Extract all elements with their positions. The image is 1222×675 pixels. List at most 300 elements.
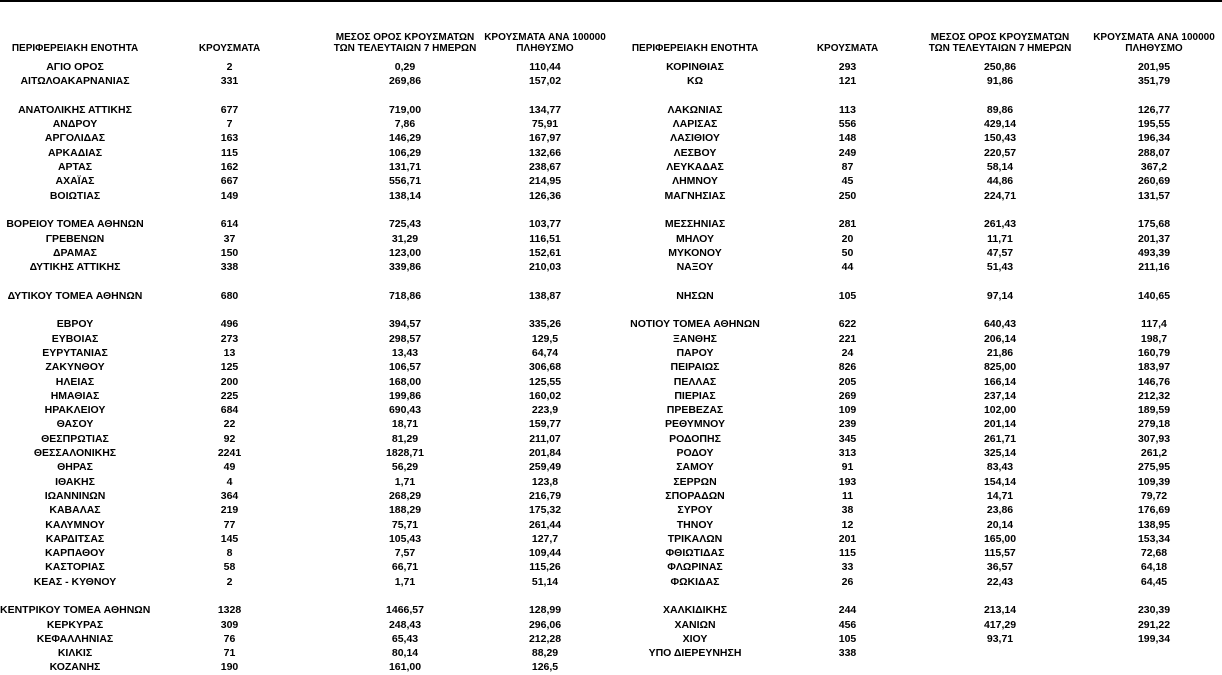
area-name-cell: ΑΡΓΟΛΙΔΑΣ [44, 132, 106, 145]
area-name-cell: ΡΕΘΥΜΝΟΥ [664, 418, 726, 431]
avg7-cell: 75,71 [391, 518, 419, 531]
per100k-cell: 306,68 [528, 361, 562, 374]
per100k-cell: 152,61 [528, 246, 562, 259]
area-name-cell: ΗΜΑΘΙΑΣ [50, 389, 100, 402]
cases-cell: 338 [220, 261, 239, 274]
avg7-cell: 1466,57 [386, 604, 424, 617]
per100k-cell: 335,26 [528, 318, 562, 331]
per100k-cell: 189,59 [1137, 404, 1171, 417]
avg7-cell: 65,43 [391, 632, 419, 645]
header-per100k-left [465, 32, 625, 54]
area-name-cell: ΛΑΣΙΘΙΟΥ [670, 132, 720, 145]
avg7-cell: 51,43 [986, 261, 1014, 274]
area-name-cell: ΚΕΡΚΥΡΑΣ [46, 618, 104, 631]
per100k-cell: 275,95 [1137, 461, 1171, 474]
avg7-cell: 188,29 [388, 504, 422, 517]
avg7-cell: 106,29 [388, 146, 422, 159]
area-name-cell: ΜΥΚΟΝΟΥ [668, 246, 722, 259]
cases-cell: 87 [841, 161, 854, 174]
area-name-cell: ΠΡΕΒΕΖΑΣ [666, 404, 724, 417]
avg7-cell: 23,86 [986, 504, 1014, 517]
avg7-cell: 1828,71 [386, 447, 424, 460]
per100k-cell: 72,68 [1140, 547, 1168, 560]
avg7-cell: 150,43 [983, 132, 1017, 145]
cases-cell: 225 [220, 389, 239, 402]
per100k-cell: 291,22 [1137, 618, 1171, 631]
avg7-cell: 556,71 [388, 175, 422, 188]
avg7-cell: 66,71 [391, 561, 419, 574]
area-name-cell: ΧΙΟΥ [682, 632, 708, 645]
avg7-cell: 154,14 [983, 475, 1017, 488]
avg7-cell: 237,14 [983, 389, 1017, 402]
area-name-cell: ΕΒΡΟΥ [56, 318, 94, 331]
avg7-cell: 165,00 [983, 532, 1017, 545]
per100k-cell: 64,45 [1140, 575, 1168, 588]
area-name-cell: ΦΛΩΡΙΝΑΣ [667, 561, 723, 574]
avg7-cell: 20,14 [986, 518, 1014, 531]
per100k-cell: 160,79 [1137, 346, 1171, 359]
per100k-cell: 199,34 [1137, 632, 1171, 645]
area-name-cell: ΛΕΥΚΑΔΑΣ [666, 161, 724, 174]
cases-cell: 12 [841, 518, 854, 531]
area-name-cell: ΑΧΑΪΑΣ [55, 175, 95, 188]
per100k-cell: 288,07 [1137, 146, 1171, 159]
cases-cell: 364 [220, 489, 239, 502]
area-name-cell: ΠΕΙΡΑΙΩΣ [670, 361, 720, 374]
cases-cell: 456 [838, 618, 857, 631]
per100k-cell: 146,76 [1137, 375, 1171, 388]
per100k-cell: 159,77 [528, 418, 562, 431]
cases-cell: 50 [841, 246, 854, 259]
avg7-cell: 83,43 [986, 461, 1014, 474]
cases-cell: 677 [220, 103, 239, 116]
area-name-cell: ΤΡΙΚΑΛΩΝ [667, 532, 723, 545]
avg7-cell: 825,00 [983, 361, 1017, 374]
avg7-cell: 102,00 [983, 404, 1017, 417]
area-name-cell: ΙΩΑΝΝΙΝΩΝ [44, 489, 106, 502]
avg7-cell: 690,43 [388, 404, 422, 417]
avg7-cell: 161,00 [388, 661, 422, 674]
avg7-cell: 14,71 [986, 489, 1014, 502]
cases-cell: 250 [838, 189, 857, 202]
cases-cell: 77 [223, 518, 236, 531]
cases-cell: 121 [838, 75, 857, 88]
cases-cell: 71 [223, 647, 236, 660]
area-name-cell: ΤΗΝΟΥ [676, 518, 714, 531]
avg7-cell: 261,71 [983, 432, 1017, 445]
header-per100k-line1: ΚΡΟΥΣΜΑΤΑ ΑΝΑ 100000 [1093, 32, 1215, 43]
per100k-cell: 201,37 [1137, 232, 1171, 245]
avg7-cell: 719,00 [388, 103, 422, 116]
cases-cell: 622 [838, 318, 857, 331]
cases-cell: 2 [226, 575, 233, 588]
avg7-cell: 325,14 [983, 447, 1017, 460]
area-name-cell: ΣΕΡΡΩΝ [673, 475, 717, 488]
area-name-cell: ΠΑΡΟΥ [676, 346, 714, 359]
avg7-cell: 269,86 [388, 75, 422, 88]
per100k-cell: 201,95 [1137, 61, 1171, 73]
avg7-cell: 220,57 [983, 146, 1017, 159]
area-name-cell: ΒΟΡΕΙΟΥ ΤΟΜΕΑ ΑΘΗΝΩΝ [6, 218, 144, 231]
per100k-cell: 115,26 [529, 561, 561, 574]
per100k-cell: 126,36 [528, 189, 562, 202]
cases-cell: 826 [838, 361, 857, 374]
per100k-cell: 126,77 [1137, 103, 1171, 116]
area-name-cell: ΣΑΜΟΥ [676, 461, 714, 474]
cases-cell: 667 [220, 175, 239, 188]
cases-cell: 109 [838, 404, 857, 417]
avg7-cell: 138,14 [388, 189, 422, 202]
avg7-cell: 123,00 [388, 246, 422, 259]
cases-cell: 162 [220, 161, 239, 174]
cases-cell: 22 [223, 418, 236, 431]
area-name-cell: ΛΕΣΒΟΥ [673, 146, 717, 159]
per100k-cell: 367,2 [1140, 161, 1168, 174]
per100k-cell: 134,77 [528, 103, 562, 116]
avg7-cell: 115,57 [984, 547, 1016, 560]
cases-cell: 91 [841, 461, 854, 474]
avg7-cell: 11,71 [987, 232, 1013, 245]
per100k-cell: 64,18 [1140, 561, 1168, 574]
area-name-cell: ΒΟΙΩΤΙΑΣ [49, 189, 101, 202]
area-name-cell: ΖΑΚΥΝΘΟΥ [45, 361, 105, 374]
cases-cell: 115 [839, 547, 856, 560]
per100k-cell: 157,02 [528, 75, 562, 88]
header-per100k-line1: ΚΡΟΥΣΜΑΤΑ ΑΝΑ 100000 [484, 32, 606, 43]
cases-cell: 38 [841, 504, 854, 517]
cases-cell: 273 [220, 332, 239, 345]
area-name-cell: ΡΟΔΟΥ [676, 447, 714, 460]
area-name-cell: ΔΡΑΜΑΣ [53, 246, 97, 259]
per100k-cell: 176,69 [1137, 504, 1171, 517]
cases-cell: 92 [223, 432, 236, 445]
avg7-cell: 105,43 [388, 532, 422, 545]
per100k-cell: 230,39 [1137, 604, 1171, 617]
avg7-cell: 81,29 [391, 432, 419, 445]
cases-cell: 105 [838, 289, 857, 302]
area-name-cell: ΥΠΟ ΔΙΕΡΕΥΝΗΣΗ [648, 647, 742, 660]
avg7-cell: 58,14 [986, 161, 1014, 174]
area-name-cell: ΗΡΑΚΛΕΙΟΥ [44, 404, 106, 417]
header-area-right: ΠΕΡΙΦΕΡΕΙΑΚΗ ΕΝΟΤΗΤΑ [631, 43, 759, 54]
area-name-cell: ΚΑΛΥΜΝΟΥ [45, 518, 105, 531]
area-name-cell: ΚΕΑΣ - ΚΥΘΝΟΥ [33, 575, 117, 588]
area-name-cell: ΘΕΣΣΑΛΟΝΙΚΗΣ [33, 447, 117, 460]
area-name-cell: ΠΙΕΡΙΑΣ [674, 389, 716, 402]
per100k-cell: 223,9 [531, 404, 559, 417]
per100k-cell: 88,29 [531, 647, 559, 660]
per100k-cell: 214,95 [528, 175, 562, 188]
avg7-cell: 93,71 [986, 632, 1014, 645]
area-name-cell: ΑΝΑΤΟΛΙΚΗΣ ΑΤΤΙΚΗΣ [18, 103, 132, 116]
cases-cell: 149 [220, 189, 239, 202]
per100k-cell: 153,34 [1137, 532, 1171, 545]
cases-cell: 11 [841, 489, 854, 502]
cases-cell: 24 [841, 346, 854, 359]
per100k-cell: 261,2 [1140, 447, 1168, 460]
cases-cell: 45 [841, 175, 854, 188]
area-name-cell: ΑΡΤΑΣ [57, 161, 93, 174]
per100k-cell: 296,06 [528, 618, 562, 631]
header-avg7-line2: ΤΩΝ ΤΕΛΕΥΤΑΙΩΝ 7 ΗΜΕΡΩΝ [928, 43, 1072, 54]
per100k-cell: 160,02 [528, 389, 562, 402]
area-name-cell: ΑΙΤΩΛΟΑΚΑΡΝΑΝΙΑΣ [20, 75, 130, 88]
cases-cell: 249 [838, 146, 857, 159]
avg7-cell: 213,14 [983, 604, 1017, 617]
cases-cell: 115 [221, 146, 238, 159]
area-name-cell: ΚΙΛΚΙΣ [57, 647, 93, 660]
per100k-cell: 123,8 [531, 475, 559, 488]
cases-cell: 190 [220, 661, 239, 674]
avg7-cell: 22,43 [986, 575, 1014, 588]
avg7-cell: 18,71 [391, 418, 419, 431]
cases-cell: 205 [838, 375, 857, 388]
avg7-cell: 250,86 [983, 61, 1017, 73]
cases-cell: 281 [838, 218, 857, 231]
area-name-cell: ΦΩΚΙΔΑΣ [670, 575, 720, 588]
area-name-cell: ΔΥΤΙΚΗΣ ΑΤΤΙΚΗΣ [29, 261, 121, 274]
cases-cell: 163 [220, 132, 239, 145]
area-name-cell: ΜΕΣΣΗΝΙΑΣ [664, 218, 726, 231]
per100k-cell: 64,74 [531, 346, 559, 359]
header-cases-left: ΚΡΟΥΣΜΑΤΑ [198, 43, 261, 54]
avg7-cell: 339,86 [388, 261, 422, 274]
top-border-line [0, 0, 1222, 2]
area-name-cell: ΧΑΛΚΙΔΙΚΗΣ [662, 604, 728, 617]
cases-cell: 44 [841, 261, 854, 274]
header-per100k-line2: ΠΛΗΘΥΣΜΟ [516, 43, 574, 54]
per100k-cell: 216,79 [528, 489, 562, 502]
header-cases-right: ΚΡΟΥΣΜΑΤΑ [816, 43, 879, 54]
area-name-cell: ΧΑΝΙΩΝ [674, 618, 716, 631]
avg7-cell: 80,14 [391, 647, 419, 660]
area-name-cell: ΑΓΙΟ ΟΡΟΣ [46, 61, 104, 73]
area-name-cell: ΚΟΡΙΝΘΙΑΣ [666, 61, 724, 73]
per100k-cell: 116,51 [529, 232, 561, 245]
area-name-cell: ΙΘΑΚΗΣ [55, 475, 95, 488]
per100k-cell: 132,66 [528, 146, 562, 159]
area-name-cell: ΚΑΡΠΑΘΟΥ [44, 547, 106, 560]
cases-cell: 20 [841, 232, 854, 245]
per100k-cell: 138,95 [1137, 518, 1171, 531]
cases-cell: 313 [838, 447, 857, 460]
area-name-cell: ΚΑΒΑΛΑΣ [49, 504, 101, 517]
per100k-cell: 138,87 [528, 289, 562, 302]
per100k-cell: 79,72 [1140, 489, 1168, 502]
area-name-cell: ΛΗΜΝΟΥ [672, 175, 718, 188]
area-name-cell: ΚΕΦΑΛΛΗΝΙΑΣ [36, 632, 114, 645]
per100k-cell: 128,99 [528, 604, 562, 617]
avg7-cell: 91,86 [986, 75, 1014, 88]
cases-cell: 33 [841, 561, 854, 574]
cases-cell: 58 [223, 561, 236, 574]
area-name-cell: ΚΟΖΑΝΗΣ [49, 661, 101, 674]
area-name-cell: ΚΑΣΤΟΡΙΑΣ [45, 561, 105, 574]
per100k-cell: 493,39 [1137, 246, 1171, 259]
per100k-cell: 125,55 [528, 375, 562, 388]
per100k-cell: 127,7 [531, 532, 559, 545]
per100k-cell: 126,5 [531, 661, 559, 674]
avg7-cell: 268,29 [388, 489, 422, 502]
avg7-cell: 298,57 [388, 332, 422, 345]
per100k-cell: 351,79 [1137, 75, 1171, 88]
area-name-cell: ΘΑΣΟΥ [56, 418, 94, 431]
per100k-cell: 260,69 [1137, 175, 1171, 188]
per100k-cell: 110,44 [529, 61, 561, 73]
avg7-cell: 7,86 [394, 118, 416, 131]
avg7-cell: 13,43 [391, 346, 419, 359]
area-name-cell: ΣΠΟΡΑΔΩΝ [665, 489, 725, 502]
header-area-left: ΠΕΡΙΦΕΡΕΙΑΚΗ ΕΝΟΤΗΤΑ [11, 43, 139, 54]
cases-cell: 244 [838, 604, 857, 617]
per100k-cell: 103,77 [528, 218, 562, 231]
per100k-cell: 211,07 [529, 432, 561, 445]
cases-cell: 684 [220, 404, 239, 417]
cases-cell: 2 [226, 61, 233, 73]
cases-cell: 496 [220, 318, 239, 331]
area-name-cell: ΠΕΛΛΑΣ [673, 375, 717, 388]
avg7-cell: 201,14 [983, 418, 1017, 431]
avg7-cell: 7,57 [394, 547, 416, 560]
cases-cell: 345 [838, 432, 857, 445]
avg7-cell: 224,71 [983, 189, 1017, 202]
cases-cell: 309 [220, 618, 239, 631]
cases-cell: 4 [226, 475, 233, 488]
avg7-cell: 0,29 [394, 61, 416, 73]
avg7-cell: 97,14 [986, 289, 1014, 302]
cases-cell: 148 [838, 132, 857, 145]
avg7-cell: 89,86 [986, 103, 1014, 116]
cases-cell: 338 [838, 647, 857, 660]
header-per100k-right [1074, 32, 1222, 54]
cases-cell: 37 [223, 232, 236, 245]
area-name-cell: ΛΑΚΩΝΙΑΣ [667, 103, 723, 116]
avg7-cell: 417,29 [983, 618, 1017, 631]
avg7-cell: 146,29 [388, 132, 422, 145]
avg7-cell: 640,43 [983, 318, 1017, 331]
cases-cell: 201 [838, 532, 857, 545]
area-name-cell: ΝΑΞΟΥ [676, 261, 714, 274]
area-name-cell: ΛΑΡΙΣΑΣ [672, 118, 718, 131]
area-name-cell: ΗΛΕΙΑΣ [55, 375, 95, 388]
per100k-cell: 109,39 [1137, 475, 1171, 488]
per100k-cell: 167,97 [528, 132, 562, 145]
avg7-cell: 21,86 [986, 346, 1014, 359]
avg7-cell: 31,29 [391, 232, 419, 245]
avg7-cell: 47,57 [986, 246, 1014, 259]
cases-cell: 293 [838, 61, 857, 73]
cases-cell: 150 [220, 246, 239, 259]
cases-cell: 269 [838, 389, 857, 402]
per100k-cell: 279,18 [1137, 418, 1171, 431]
header-avg7-line1: ΜΕΣΟΣ ΟΡΟΣ ΚΡΟΥΣΜΑΤΩΝ [335, 32, 475, 43]
avg7-cell: 44,86 [986, 175, 1014, 188]
area-name-cell: ΕΥΡΥΤΑΝΙΑΣ [42, 346, 108, 359]
cases-cell: 76 [223, 632, 236, 645]
avg7-cell: 199,86 [388, 389, 422, 402]
area-name-cell: ΦΘΙΩΤΙΔΑΣ [665, 547, 725, 560]
cases-cell: 105 [838, 632, 857, 645]
area-name-cell: ΚΕΝΤΡΙΚΟΥ ΤΟΜΕΑ ΑΘΗΝΩΝ [0, 604, 151, 617]
per100k-cell: 212,32 [1137, 389, 1171, 402]
per100k-cell: 238,67 [528, 161, 562, 174]
cases-cell: 8 [226, 547, 233, 560]
area-name-cell: ΑΡΚΑΔΙΑΣ [47, 146, 103, 159]
area-name-cell: ΔΥΤΙΚΟΥ ΤΟΜΕΑ ΑΘΗΝΩΝ [7, 289, 143, 302]
cases-cell: 1328 [217, 604, 242, 617]
cases-cell: 145 [220, 532, 239, 545]
cases-cell: 13 [223, 346, 236, 359]
avg7-cell: 206,14 [983, 332, 1017, 345]
avg7-cell: 248,43 [388, 618, 422, 631]
per100k-cell: 175,32 [528, 504, 562, 517]
header-avg7-right [910, 32, 1090, 54]
per100k-cell: 117,4 [1141, 318, 1167, 331]
avg7-cell: 168,00 [388, 375, 422, 388]
cases-cell: 221 [838, 332, 857, 345]
per100k-cell: 131,57 [1137, 189, 1171, 202]
avg7-cell: 106,57 [388, 361, 422, 374]
per100k-cell: 196,34 [1137, 132, 1171, 145]
avg7-cell: 36,57 [986, 561, 1014, 574]
area-name-cell: ΣΥΡΟΥ [677, 504, 713, 517]
area-name-cell: ΑΝΔΡΟΥ [52, 118, 98, 131]
area-name-cell: ΝΗΣΩΝ [676, 289, 714, 302]
header-avg7-line1: ΜΕΣΟΣ ΟΡΟΣ ΚΡΟΥΣΜΑΤΩΝ [930, 32, 1070, 43]
cases-cell: 200 [220, 375, 239, 388]
area-name-cell: ΚΩ [686, 75, 703, 88]
cases-cell: 193 [838, 475, 857, 488]
per100k-cell: 175,68 [1137, 218, 1171, 231]
area-name-cell: ΕΥΒΟΙΑΣ [51, 332, 99, 345]
per100k-cell: 51,14 [531, 575, 559, 588]
per100k-cell: 211,16 [1138, 261, 1170, 274]
per100k-cell: 75,91 [531, 118, 559, 131]
cases-cell: 26 [841, 575, 854, 588]
cases-cell: 2241 [217, 447, 242, 460]
area-name-cell: ΓΡΕΒΕΝΩΝ [45, 232, 105, 245]
cases-cell: 7 [226, 118, 233, 131]
area-name-cell: ΚΑΡΔΙΤΣΑΣ [45, 532, 105, 545]
avg7-cell: 1,71 [394, 575, 416, 588]
area-name-cell: ΡΟΔΟΠΗΣ [669, 432, 721, 445]
avg7-cell: 429,14 [983, 118, 1017, 131]
cases-cell: 680 [220, 289, 239, 302]
avg7-cell: 56,29 [391, 461, 419, 474]
per100k-cell: 140,65 [1137, 289, 1171, 302]
per100k-cell: 198,7 [1140, 332, 1168, 345]
cases-cell: 49 [223, 461, 236, 474]
per100k-cell: 259,49 [528, 461, 562, 474]
avg7-cell: 1,71 [394, 475, 416, 488]
area-name-cell: ΜΗΛΟΥ [676, 232, 714, 245]
avg7-cell: 261,43 [983, 218, 1017, 231]
area-name-cell: ΜΑΓΝΗΣΙΑΣ [664, 189, 726, 202]
header-per100k-line2: ΠΛΗΘΥΣΜΟ [1125, 43, 1183, 54]
area-name-cell: ΞΑΝΘΗΣ [673, 332, 717, 345]
per100k-cell: 183,97 [1137, 361, 1171, 374]
area-name-cell: ΝΟΤΙΟΥ ΤΟΜΕΑ ΑΘΗΝΩΝ [630, 318, 760, 331]
avg7-cell: 131,71 [388, 161, 422, 174]
cases-cell: 219 [220, 504, 239, 517]
cases-cell: 556 [838, 118, 857, 131]
area-name-cell: ΘΗΡΑΣ [57, 461, 93, 474]
per100k-cell: 109,44 [528, 547, 562, 560]
header-avg7-line2: ΤΩΝ ΤΕΛΕΥΤΑΙΩΝ 7 ΗΜΕΡΩΝ [333, 43, 477, 54]
cases-cell: 113 [839, 103, 856, 116]
per100k-cell: 212,28 [528, 632, 562, 645]
cases-cell: 614 [220, 218, 239, 231]
